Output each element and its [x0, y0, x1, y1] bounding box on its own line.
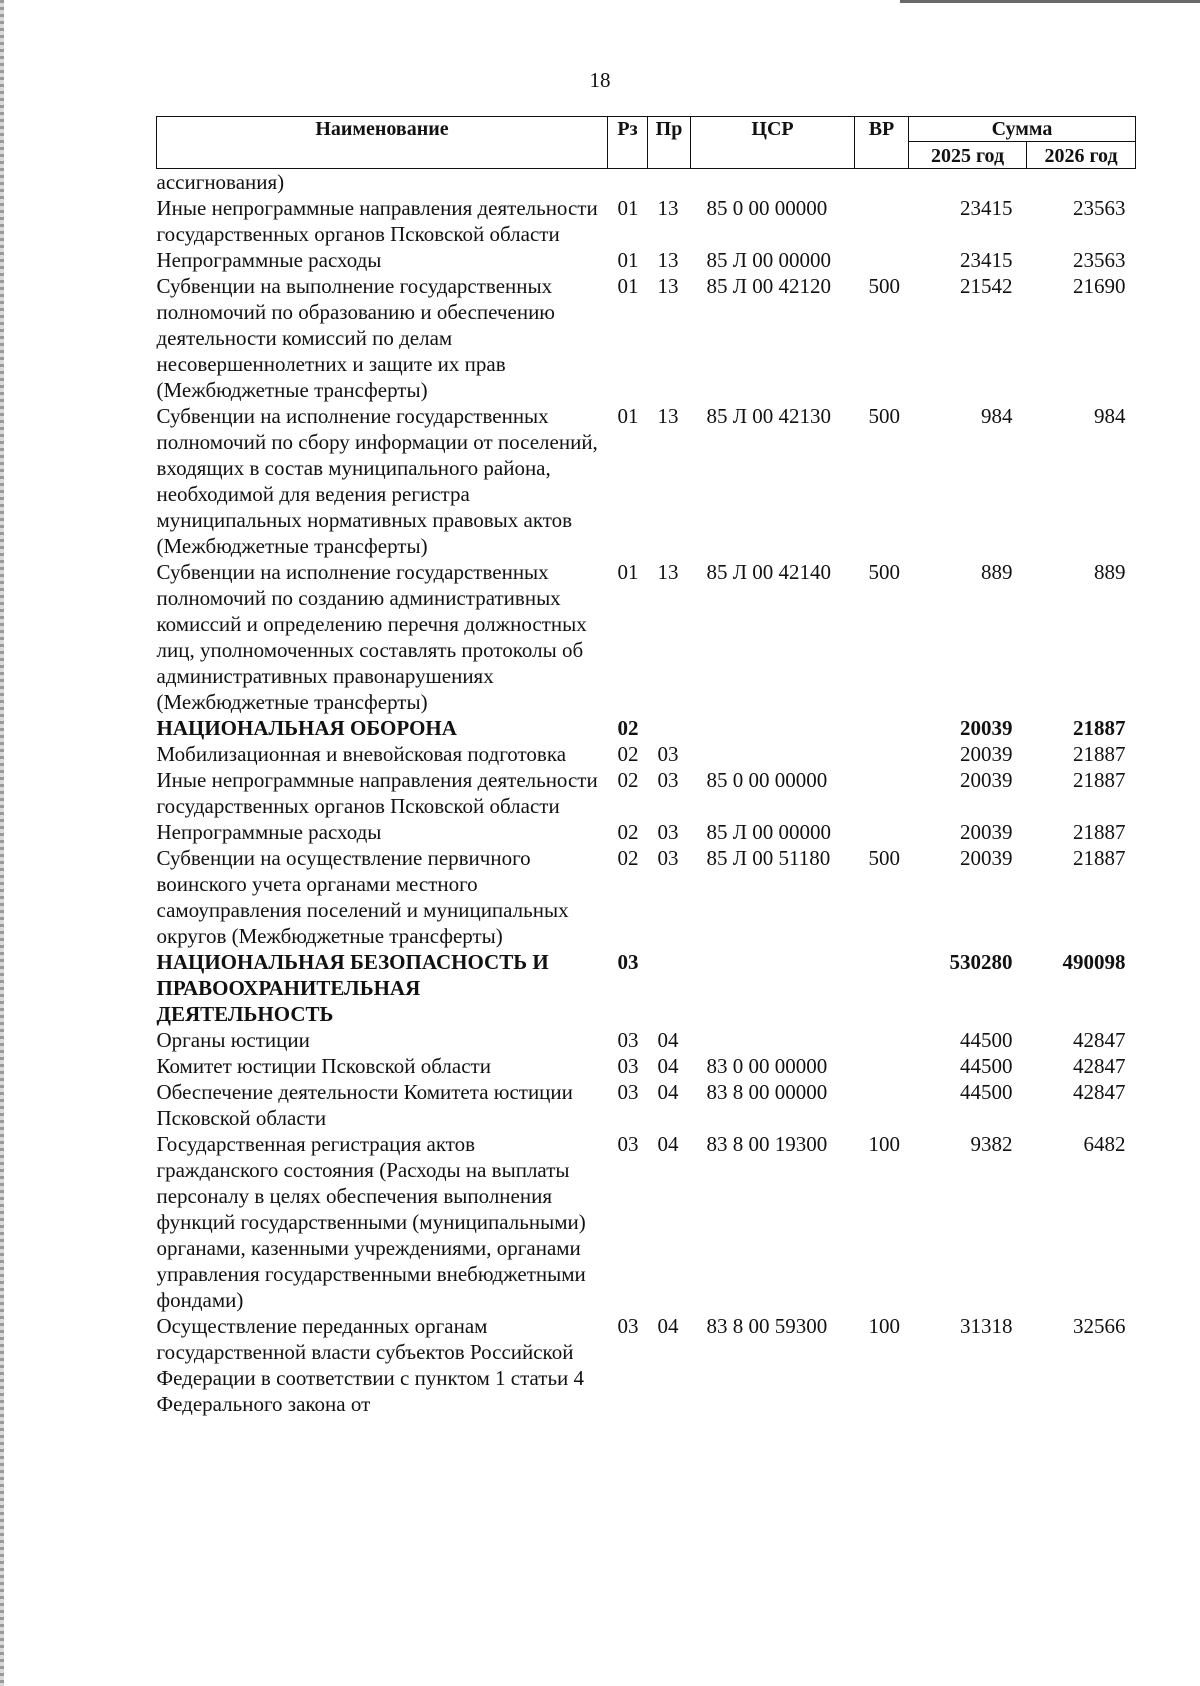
- row-vr-cell: [855, 1027, 909, 1053]
- row-pr-cell: 13: [657, 404, 679, 428]
- row-csr-cell: [691, 949, 855, 1027]
- row-csr-cell: 85 Л 00 51180: [706, 846, 831, 870]
- row-name-cell: Органы юстиции: [156, 1028, 310, 1052]
- row-vr-cell: 100: [868, 1314, 900, 1338]
- row-name-cell: Государственная регистрация актов гражданского состояния (Расходы на выплаты персоналу в целях обеспечения выполнения функций государственными (муниципальными) органами, казенными учреждениями, органами управления государственными внебюджетными фондами): [156, 1132, 586, 1312]
- row-sum-2025-cell: 23415: [960, 248, 1013, 272]
- row-name-cell: Непрограммные расходы: [156, 248, 382, 272]
- row-vr-cell: [855, 169, 909, 196]
- row-pr-cell: [648, 169, 691, 196]
- row-sum-2025-cell: 44500: [960, 1080, 1013, 1104]
- row-pr-cell: 03: [657, 742, 679, 766]
- row-name-cell: Субвенции на исполнение государственных полномочий по сбору информации от поселений, входящих в состав муниципального района, необходимой для ведения регистра муниципальных нормативных правовых актов (Межбюджетные трансферты): [156, 404, 598, 558]
- header-year-2026: 2026 год: [1027, 142, 1136, 169]
- row-rz-cell: 01: [617, 196, 639, 220]
- row-rz-cell: 01: [617, 560, 639, 584]
- header-rz: Рз: [608, 117, 648, 169]
- row-csr-cell: 83 8 00 19300: [706, 1132, 828, 1156]
- row-vr-cell: 500: [868, 404, 900, 428]
- row-rz-cell: 03: [617, 1314, 639, 1338]
- row-sum-2025-cell: 984: [981, 404, 1013, 428]
- row-name-cell: Субвенции на исполнение государственных полномочий по созданию административных комиссий и определению перечня должностных лиц, уполномоченных составлять протоколы об административных правонарушениях (Межбюджетные трансферты): [156, 560, 587, 714]
- table-row: [157, 169, 1136, 196]
- row-name-cell: ассигнования): [156, 170, 285, 194]
- row-rz-cell: [608, 169, 648, 196]
- table-row: [157, 195, 1136, 247]
- table-body: [157, 169, 1136, 1418]
- row-sum-2025-cell: 44500: [960, 1054, 1013, 1078]
- row-vr-cell: [855, 767, 909, 819]
- row-name-cell: Осуществление переданных органам государственной власти субъектов Российской Федерации в соответствии с пунктом 1 статьи 4 Федерального закона от: [156, 1314, 585, 1416]
- row-rz-cell: 03: [617, 1080, 639, 1104]
- row-pr-cell: [648, 715, 691, 741]
- row-rz-cell: 03: [617, 950, 639, 974]
- row-vr-cell: [855, 1053, 909, 1079]
- header-pr: Пр: [648, 117, 691, 169]
- row-pr-cell: 13: [657, 248, 679, 272]
- table-row: [157, 1053, 1136, 1079]
- table-row: [157, 559, 1136, 715]
- row-sum-2026-cell: 21887: [1073, 846, 1126, 870]
- row-name-cell: Непрограммные расходы: [156, 820, 382, 844]
- row-rz-cell: 02: [617, 846, 639, 870]
- table-row: [157, 767, 1136, 819]
- row-sum-2026-cell: 21887: [1073, 820, 1126, 844]
- row-vr-cell: [855, 741, 909, 767]
- row-csr-cell: 83 8 00 59300: [706, 1314, 828, 1338]
- row-sum-2026-cell: 21887: [1073, 742, 1126, 766]
- header-sum: Сумма: [909, 117, 1136, 142]
- row-rz-cell: 01: [617, 404, 639, 428]
- header-name: Наименование: [157, 117, 608, 169]
- row-sum-2026-cell: 21690: [1073, 274, 1126, 298]
- row-csr-cell: [691, 715, 855, 741]
- row-sum-2025-cell: [909, 169, 1027, 196]
- header-csr: ЦСР: [691, 117, 855, 169]
- table-row: [157, 403, 1136, 559]
- row-name-cell: Иные непрограммные направления деятельности государственных органов Псковской области: [156, 768, 598, 818]
- row-vr-cell: 500: [868, 274, 900, 298]
- row-sum-2026-cell: 23563: [1073, 248, 1126, 272]
- row-sum-2025-cell: 44500: [960, 1028, 1013, 1052]
- row-name-cell: Мобилизационная и вневойсковая подготовка: [156, 742, 567, 766]
- row-pr-cell: 13: [657, 196, 679, 220]
- row-sum-2026-cell: 23563: [1073, 196, 1126, 220]
- row-sum-2026-cell: 6482: [1083, 1132, 1126, 1156]
- row-csr-cell: [691, 169, 855, 196]
- row-rz-cell: 02: [617, 742, 639, 766]
- table-row: [157, 1079, 1136, 1131]
- row-name-cell: Обеспечение деятельности Комитета юстиции Псковской области: [156, 1080, 573, 1130]
- row-sum-2025-cell: 20039: [960, 742, 1013, 766]
- row-name-cell: НАЦИОНАЛЬНАЯ БЕЗОПАСНОСТЬ И ПРАВООХРАНИТЕЛЬНАЯ ДЕЯТЕЛЬНОСТЬ: [156, 950, 549, 1026]
- row-sum-2025-cell: 20039: [960, 846, 1013, 870]
- row-name-cell: Субвенции на осуществление первичного воинского учета органами местного самоуправления поселений и муниципальных округов (Межбюджетные трансферты): [156, 846, 569, 948]
- row-csr-cell: 85 Л 00 42130: [706, 404, 831, 428]
- row-sum-2026-cell: 32566: [1073, 1314, 1126, 1338]
- row-pr-cell: 13: [657, 274, 679, 298]
- row-sum-2025-cell: 20039: [960, 820, 1013, 844]
- row-vr-cell: [855, 247, 909, 273]
- row-vr-cell: [855, 195, 909, 247]
- row-rz-cell: 02: [617, 768, 639, 792]
- row-pr-cell: 04: [657, 1080, 679, 1104]
- row-sum-2025-cell: 9382: [970, 1132, 1013, 1156]
- row-pr-cell: 04: [657, 1314, 679, 1338]
- row-vr-cell: 100: [868, 1132, 900, 1156]
- table-row: [157, 1131, 1136, 1313]
- row-rz-cell: 01: [617, 274, 639, 298]
- row-name-cell: Иные непрограммные направления деятельности государственных органов Псковской области: [156, 196, 598, 246]
- row-csr-cell: [691, 741, 855, 767]
- row-vr-cell: [855, 819, 909, 845]
- row-sum-2025-cell: 21542: [960, 274, 1013, 298]
- row-pr-cell: 03: [657, 768, 679, 792]
- row-csr-cell: 85 Л 00 00000: [706, 248, 831, 272]
- row-pr-cell: [648, 949, 691, 1027]
- row-sum-2025-cell: 20039: [960, 716, 1013, 740]
- header-vr: ВР: [855, 117, 909, 169]
- row-sum-2025-cell: 889: [981, 560, 1013, 584]
- row-vr-cell: [855, 1079, 909, 1131]
- row-name-cell: Комитет юстиции Псковской области: [156, 1054, 491, 1078]
- row-csr-cell: 85 Л 00 42120: [706, 274, 831, 298]
- row-pr-cell: 04: [657, 1054, 679, 1078]
- header-year-2025: 2025 год: [909, 142, 1027, 169]
- table-row: [157, 741, 1136, 767]
- row-sum-2026-cell: 889: [1094, 560, 1126, 584]
- row-sum-2026-cell: 42847: [1073, 1080, 1126, 1104]
- row-pr-cell: 03: [657, 846, 679, 870]
- row-sum-2025-cell: 31318: [960, 1314, 1013, 1338]
- scan-edge-left: [0, 0, 4, 1686]
- row-vr-cell: 500: [868, 560, 900, 584]
- row-csr-cell: 85 0 00 00000: [706, 768, 828, 792]
- row-csr-cell: 83 8 00 00000: [706, 1080, 828, 1104]
- table-header: [157, 117, 1136, 169]
- row-csr-cell: 83 0 00 00000: [706, 1054, 828, 1078]
- row-rz-cell: 02: [617, 820, 639, 844]
- row-sum-2026-cell: 42847: [1073, 1028, 1126, 1052]
- row-name-cell: НАЦИОНАЛЬНАЯ ОБОРОНА: [156, 716, 457, 740]
- table-row: [157, 1027, 1136, 1053]
- row-pr-cell: 03: [657, 820, 679, 844]
- row-vr-cell: [855, 715, 909, 741]
- table-row: [157, 819, 1136, 845]
- row-csr-cell: 85 0 00 00000: [706, 196, 828, 220]
- row-rz-cell: 03: [617, 1028, 639, 1052]
- row-sum-2026-cell: 21887: [1073, 716, 1126, 740]
- row-pr-cell: 13: [657, 560, 679, 584]
- row-vr-cell: [855, 949, 909, 1027]
- table-row: [157, 845, 1136, 949]
- table-row: [157, 247, 1136, 273]
- row-csr-cell: 85 Л 00 42140: [706, 560, 831, 584]
- page-number: 18: [589, 68, 611, 92]
- row-name-cell: Субвенции на выполнение государственных полномочий по образованию и обеспечению деятельности комиссий по делам несовершеннолетних и защите их прав (Межбюджетные трансферты): [156, 274, 555, 402]
- row-rz-cell: 03: [617, 1054, 639, 1078]
- row-rz-cell: 02: [617, 716, 639, 740]
- budget-table: [156, 116, 1136, 1417]
- row-pr-cell: 04: [657, 1132, 679, 1156]
- row-sum-2026-cell: 42847: [1073, 1054, 1126, 1078]
- row-pr-cell: 04: [657, 1028, 679, 1052]
- table-row: [157, 949, 1136, 1027]
- row-sum-2026-cell: [1027, 169, 1136, 196]
- row-sum-2025-cell: 23415: [960, 196, 1013, 220]
- row-sum-2025-cell: 20039: [960, 768, 1013, 792]
- row-rz-cell: 03: [617, 1132, 639, 1156]
- row-csr-cell: 85 Л 00 00000: [706, 820, 831, 844]
- row-sum-2026-cell: 21887: [1073, 768, 1126, 792]
- row-csr-cell: [691, 1027, 855, 1053]
- row-sum-2026-cell: 490098: [1062, 950, 1126, 974]
- table-row: [157, 715, 1136, 741]
- row-sum-2025-cell: 530280: [949, 950, 1013, 974]
- table-row: [157, 273, 1136, 403]
- table-row: [157, 1313, 1136, 1417]
- row-vr-cell: 500: [868, 846, 900, 870]
- row-sum-2026-cell: 984: [1094, 404, 1126, 428]
- row-rz-cell: 01: [617, 248, 639, 272]
- scan-edge-top: [900, 0, 1200, 3]
